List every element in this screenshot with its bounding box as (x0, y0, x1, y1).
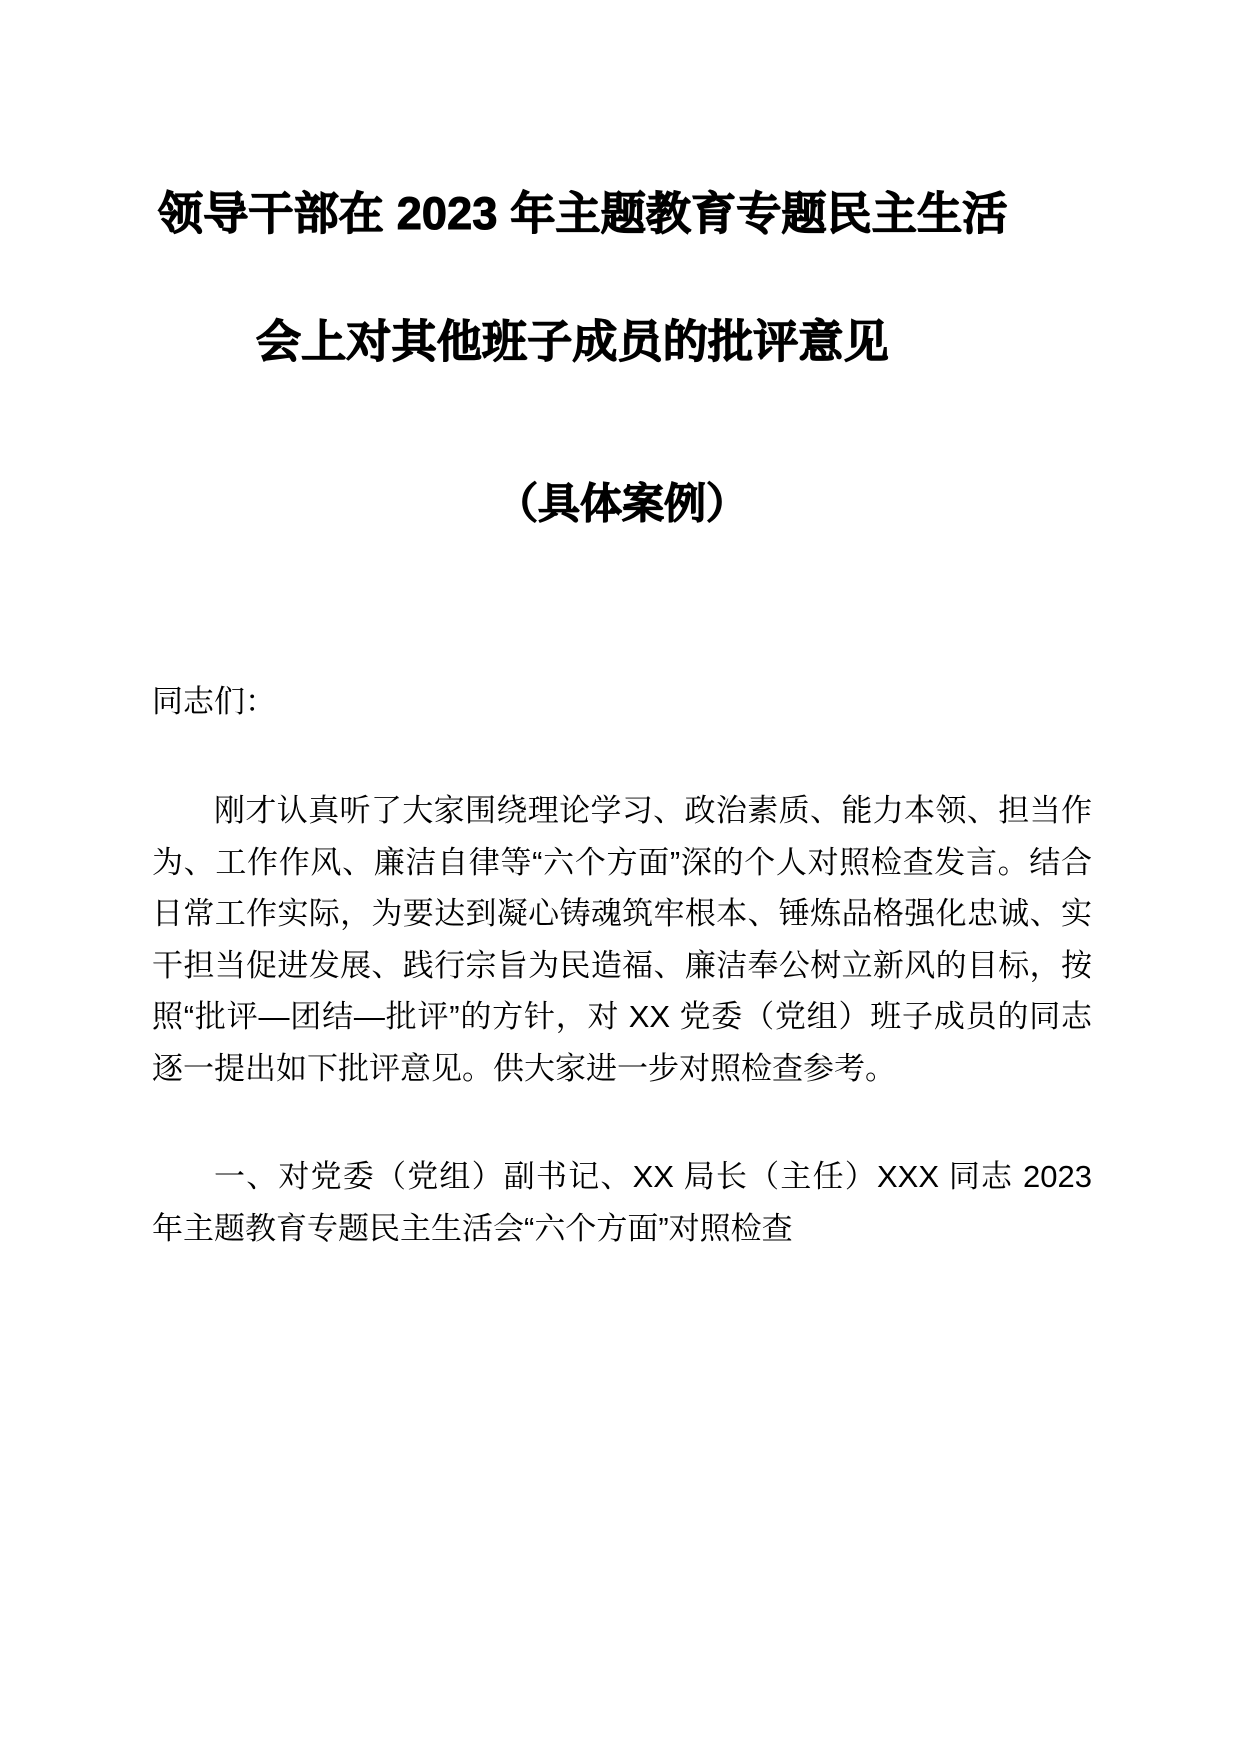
salutation: 同志们： (152, 684, 276, 719)
document-body (152, 676, 1092, 1254)
document-subtitle: （具体案例） (495, 480, 748, 527)
document-title-line-1: 领导干部在 2023 年主题教育专题民主生活 (158, 188, 1008, 239)
document-title-block (152, 0, 1092, 564)
document-title-line-2: 会上对其他班子成员的批评意见 (256, 316, 889, 367)
body-paragraph-2: 一、对党委（党组）副书记、XX 局长（主任）XXX 同志 2023 年主题教育专题民主生活会“六个方面”对照检查 (152, 1159, 1092, 1246)
body-paragraph-1: 刚才认真听了大家围绕理论学习、政治素质、能力本领、担当作为、工作作风、廉洁自律等“六个方面”深的个人对照检查发言。结合日常工作实际，为要达到凝心铸魂筑牢根本、锤炼品格强化忠诚、实干担当促进发展、践行宗旨为民造福、廉洁奉公树立新风的目标，按照“批评—团结—批评”的方针，对 XX 党委（党组）班子成员的同志逐一提出如下批评意见。供大家进一步对照检查参考。 (152, 793, 1092, 1086)
